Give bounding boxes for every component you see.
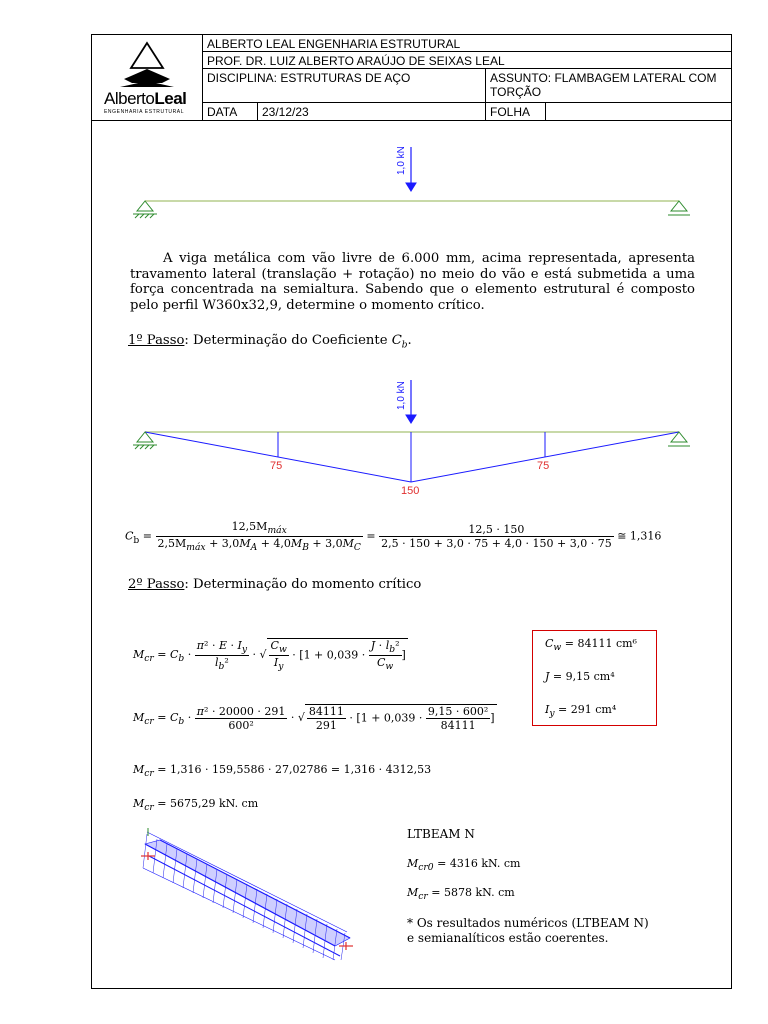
date-label: DATA	[207, 105, 238, 119]
moment-label-b: 150	[401, 485, 420, 497]
step-1-heading: 1º Passo: Determinação do Coeficiente $C_b$.	[128, 333, 412, 351]
section-properties-box	[532, 630, 657, 726]
iy-value: $I_y = 291$ cm⁴	[545, 703, 617, 720]
ltbeam-note: * Os resultados numéricos (LTBEAM N) e semianalíticos estão coerentes.	[407, 916, 649, 945]
moment-label-c: 75	[537, 460, 550, 472]
cb-formula: $C_b$ = $\frac{12,5M_{máx}}{2,5M_{máx} + 3,0M_A + 4,0M_B + 3,0M_C}$ = $\frac{12,5 \cdot 150}{2,5 \cdot 150 + 3,0 \cdot 75 + 4,0 \cdot 150 + 3,0 \cdot 75}$ ≅ 1,316	[125, 520, 662, 554]
j-value: J = 9,15 cm⁴	[545, 670, 615, 683]
sheet-label: FOLHA	[490, 105, 531, 119]
ltbeam-mcr: $M_{cr} = 5878$ kN. cm	[407, 886, 515, 903]
load-label-2: 1,0 kN	[396, 381, 407, 410]
professor-name: PROF. DR. LUIZ ALBERTO ARAÚJO DE SEIXAS LEAL	[202, 52, 731, 69]
moment-label-a: 75	[270, 460, 283, 472]
logo-subtitle: ENGENHARIA ESTRUTURAL	[104, 109, 185, 115]
cw-value: $C_w = 84111$ cm⁶	[545, 637, 637, 654]
company-logo	[92, 35, 203, 120]
logo-wordmark: AlbertoLeal	[104, 89, 187, 108]
title-block	[92, 35, 731, 121]
discipline-field: DISCIPLINA: ESTRUTURAS DE AÇO	[202, 69, 485, 103]
mcr-product-line: $M_{cr} = 1,316 \cdot 159,5586 \cdot 27,02786 = 1,316 \cdot 4312,53$	[133, 763, 432, 780]
load-label-1: 1,0 kN	[396, 146, 407, 175]
ltbeam-buckling-mesh-image	[135, 828, 365, 968]
mcr-result-line: $M_{cr} = 5675,29$ kN. cm	[133, 797, 259, 814]
step-2-heading: 2º Passo: Determinação do momento crítico	[128, 577, 422, 592]
ltbeam-title: LTBEAM N	[407, 827, 475, 841]
ltbeam-mcr0: $M_{cr0} = 4316$ kN. cm	[407, 857, 521, 874]
date-value: 23/12/23	[262, 105, 309, 119]
logo-mountain-icon	[92, 35, 202, 95]
mcr-formula-symbolic: $M_{cr} = C_b$ · $\frac{\pi^2 \cdot E \cdot I_y}{l_b^2}$ · √ $\frac{C_w}{I_y}$ · [1 + 0,039 · $\frac{J \cdot l_b^2}{C_w}$ ]	[133, 638, 406, 673]
problem-statement: A viga metálica com vão livre de 6.000 mm, acima representada, apresenta travamento lateral (translação + rotação) no meio do vão e está submetida a uma força concentrada na semialtura. Sabendo que o elemento estrutural é composto pelo perfil W360x32,9, determine o momento crítico.	[130, 251, 695, 313]
company-name: ALBERTO LEAL ENGENHARIA ESTRUTURAL	[202, 35, 731, 52]
sheet-value	[545, 103, 731, 120]
subject-field: ASSUNTO: FLAMBAGEM LATERAL COM TORÇÃO	[485, 69, 731, 103]
mcr-formula-numeric: $M_{cr} = C_b$ · $\frac{\text{π² · 20000 · 291}}{\text{600²}}$ · √ $\frac{84111}{291}$ · [1 + 0,039 · $\frac{\text{9,15 · 600²}}{84111}$ ]	[133, 704, 495, 732]
